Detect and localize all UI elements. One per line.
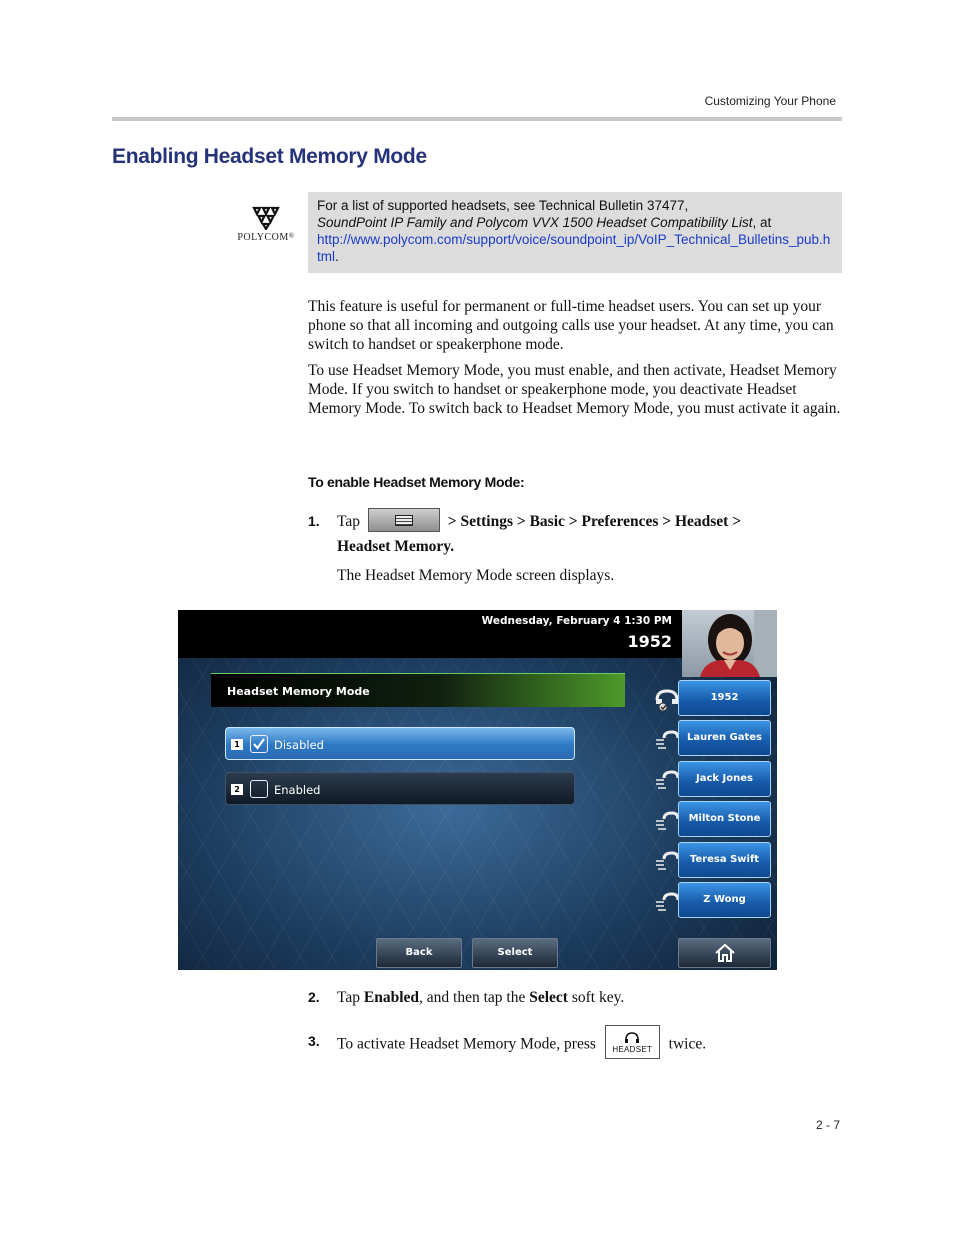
menu-icon — [395, 515, 413, 526]
headset-key-label: HEADSET — [612, 1045, 653, 1054]
select-softkey[interactable]: Select — [472, 938, 558, 968]
menu-path: > Settings > Basic > Preferences > Headset > Headset Memory. — [337, 513, 742, 556]
option-disabled[interactable] — [225, 727, 575, 760]
line-key-jack-jones[interactable]: Jack Jones — [678, 761, 771, 797]
section-title: Enabling Headset Memory Mode — [112, 145, 427, 168]
phone-status-bar — [178, 610, 682, 658]
step-1-text: Tap > Settings > Basic > Preferences > Headset > Headset Memory. — [337, 509, 787, 559]
back-softkey[interactable]: Back — [376, 938, 462, 968]
step-1-number: 1. — [308, 513, 320, 529]
phone-screenshot — [178, 610, 777, 970]
bulletin-link[interactable]: http://www.polycom.com/support/voice/soundpoint_ip/VoIP_Technical_Bulletins_pub.html — [317, 232, 831, 264]
checkmark-icon — [252, 737, 266, 751]
speed-dial-icon — [654, 768, 680, 794]
enabled-term: Enabled — [363, 989, 420, 1006]
step-2-number: 2. — [308, 989, 320, 1005]
home-icon — [714, 943, 736, 963]
option-checkbox-checked[interactable] — [250, 735, 268, 753]
line-key-teresa-swift[interactable]: Teresa Swift — [678, 842, 771, 878]
usage-paragraph: To use Headset Memory Mode, you must enable, and then activate, Headset Memory Mode. If you switch to handset or speakerphone mode, you deactivate Headset Memory Mode. To switch back to Headset Memory Mode, you must activate it again. — [308, 362, 841, 417]
step-3-number: 3. — [308, 1033, 320, 1049]
polycom-logo-icon — [252, 206, 280, 230]
step-2-text: Tap Enabled, and then tap the Select soft key. — [337, 989, 625, 1006]
step-3-text: To activate Headset Memory Mode, press HEADSET twice. — [337, 1028, 706, 1062]
line-key-z-wong[interactable]: Z Wong — [678, 882, 771, 918]
line-status-icon — [654, 686, 680, 712]
note-line-1: For a list of supported headsets, see Technical Bulletin 37477, — [317, 198, 689, 213]
line-key-1952[interactable]: 1952 — [678, 680, 771, 716]
note-line-2: SoundPoint IP Family and Polycom VVX 1500 Headset Compatibility List, at — [317, 215, 772, 230]
option-checkbox[interactable] — [250, 780, 268, 798]
line-key-lauren-gates[interactable]: Lauren Gates — [678, 720, 771, 756]
page-number: 2 - 7 — [815, 1118, 840, 1132]
header-rule — [112, 117, 842, 121]
screen-title: Headset Memory Mode — [227, 685, 370, 698]
option-enabled[interactable] — [225, 772, 575, 805]
menu-key — [368, 508, 440, 532]
speed-dial-icon — [654, 809, 680, 835]
phone-datetime: Wednesday, February 4 1:30 PM — [481, 615, 672, 627]
note-url-line: http://www.polycom.com/support/voice/soundpoint_ip/VoIP_Technical_Bulletins_pub.html. — [317, 232, 831, 264]
caller-photo — [682, 610, 777, 677]
home-button[interactable] — [678, 938, 771, 968]
option-label: Disabled — [274, 738, 324, 752]
polycom-wordmark: POLYCOM® — [237, 232, 295, 243]
option-number: 1 — [231, 739, 243, 750]
select-term: Select — [529, 989, 568, 1006]
line-key-milton-stone[interactable]: Milton Stone — [678, 801, 771, 837]
running-head: Customizing Your Phone — [704, 94, 836, 108]
speed-dial-icon — [654, 890, 680, 916]
polycom-logo — [236, 206, 296, 243]
phone-extension: 1952 — [627, 632, 672, 651]
screen-title-bar — [211, 673, 625, 707]
option-label: Enabled — [274, 783, 321, 797]
step-1-result: The Headset Memory Mode screen displays. — [337, 567, 615, 584]
note-box — [308, 192, 842, 273]
headset-key — [605, 1025, 660, 1059]
speed-dial-icon — [654, 849, 680, 875]
bulletin-title: SoundPoint IP Family and Polycom VVX 1500 Headset Compatibility List — [317, 215, 753, 230]
procedure-heading: To enable Headset Memory Mode: — [308, 474, 525, 490]
option-number: 2 — [231, 784, 243, 795]
intro-paragraph: This feature is useful for permanent or full-time headset users. You can set up your phone so that all incoming and outgoing calls use your headset. At any time, you can switch to handset or speakerphone mode. — [308, 298, 834, 353]
speed-dial-icon — [654, 728, 680, 754]
headset-icon — [624, 1031, 640, 1045]
caller-photo-image — [682, 610, 777, 677]
